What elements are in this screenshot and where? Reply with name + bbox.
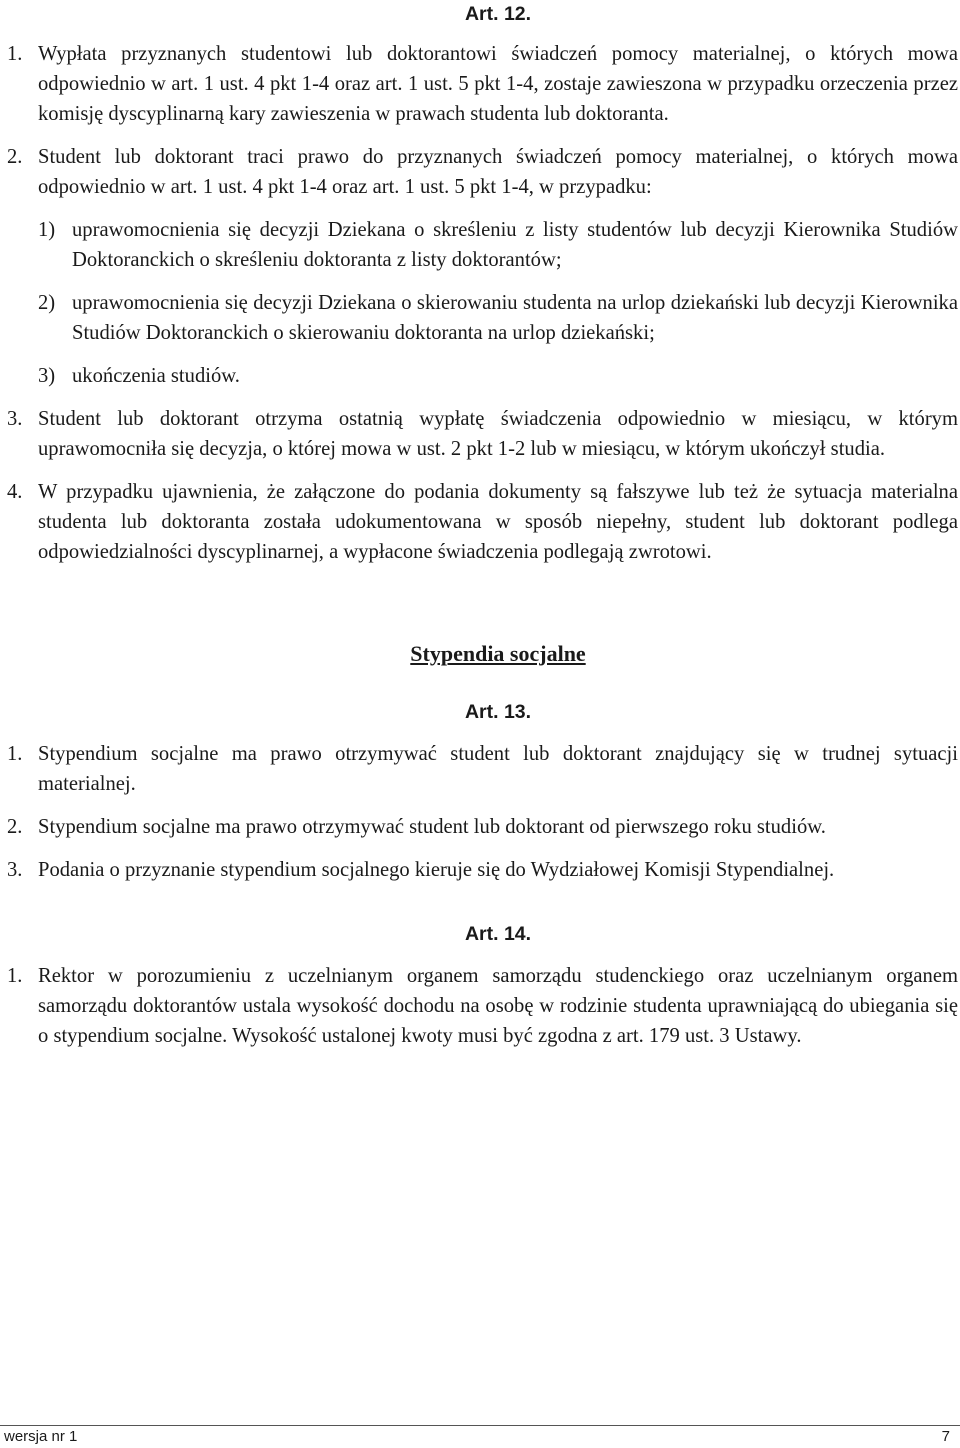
paragraph-number: 1. [7,43,23,65]
paragraph-4 [7,477,958,567]
list-item [38,288,958,348]
paragraph-1 [7,961,958,1051]
list-item-number: 2) [38,292,56,314]
footer-divider [0,1425,960,1426]
paragraph-1 [7,739,958,799]
paragraph-number: 3. [7,408,23,430]
paragraph-text: Stypendium socjalne ma prawo otrzymywać student lub doktorant znajdujący się w trudnej sytuacji materialnej. [38,743,958,795]
list-item-text: uprawomocnienia się decyzji Dziekana o skierowaniu studenta na urlop dziekański lub decyzji Kierownika Studiów Doktoranckich o skierowaniu doktoranta na urlop dziekański; [72,292,958,344]
list-item-text: ukończenia studiów. [72,365,240,387]
paragraph-text: Wypłata przyznanych studentowi lub doktorantowi świadczeń pomocy materialnej, o których mowa odpowiednio w art. 1 ust. 4 pkt 1-4 oraz art. 1 ust. 5 pkt 1-4, zostaje zawieszona w przypadku orzeczenia przez komisję dyscyplinarną kary zawieszenia w prawach studenta lub doktoranta. [38,43,958,125]
article-13 [7,699,958,885]
paragraph-text: Stypendium socjalne ma prawo otrzymywać student lub doktorant od pierwszego roku studiów. [38,816,826,838]
paragraph-text: Student lub doktorant otrzyma ostatnią wypłatę świadczenia odpowiednio w miesiącu, w którym uprawomocniła się decyzja, o której mowa w ust. 2 pkt 1-2 lub w miesiącu, w którym ukończył studia. [38,408,958,460]
article-heading: Art. 13. [464,701,532,723]
article-heading: Art. 14. [464,923,532,945]
paragraph-number: 1. [7,743,23,765]
paragraph-number: 2. [7,816,23,838]
list-item-text: uprawomocnienia się decyzji Dziekana o skreśleniu z listy studentów lub decyzji Kierownika Studiów Doktoranckich o skreśleniu doktoranta z listy doktorantów; [72,219,958,271]
paragraph-1 [7,39,958,129]
article-14 [7,921,958,1051]
footer-version: wersja nr 1 [4,1428,78,1445]
paragraph-number: 3. [7,859,23,881]
list-item-number: 3) [38,365,56,387]
list-item-number: 1) [38,219,56,241]
paragraph-3 [7,404,958,464]
paragraph-number: 4. [7,481,23,503]
paragraph-number: 2. [7,146,23,168]
paragraph-3 [7,855,958,885]
paragraph-text: Podania o przyznanie stypendium socjalnego kieruje się do Wydziałowej Komisji Stypendialnej. [38,859,835,881]
paragraph-number: 1. [7,965,23,987]
paragraph-text: Student lub doktorant traci prawo do przyznanych świadczeń pomocy materialnej, o których mowa odpowiednio w art. 1 ust. 4 pkt 1-4 oraz art. 1 ust. 5 pkt 1-4, w przypadku: [38,146,958,198]
paragraph-text: Rektor w porozumieniu z uczelnianym organem samorządu studenckiego oraz uczelnianym organem samorządu doktorantów ustala wysokość dochodu na osobę w rodzinie studenta uprawniającą do ubiegania się o stypendium socjalne. Wysokość ustalonej kwoty musi być zgodna z art. 179 ust. 3 Ustawy. [38,965,958,1047]
paragraph-2 [7,812,958,842]
document-body [7,0,958,1051]
section-title: Stypendia socjalne [410,641,586,666]
list-item [38,361,958,391]
paragraph-2 [7,142,958,391]
article-12 [7,1,958,567]
article-heading: Art. 12. [464,3,532,25]
page-number: 7 [941,1428,950,1445]
list-item [38,215,958,275]
paragraph-text: W przypadku ujawnienia, że załączone do podania dokumenty są fałszywe lub też że sytuacja materialna studenta lub doktoranta została udokumentowana w sposób niepełny, student lub doktorant podlega odpowiedzialności dyscyplinarnej, a wypłacone świadczenia podlegają zwrotowi. [38,481,958,563]
